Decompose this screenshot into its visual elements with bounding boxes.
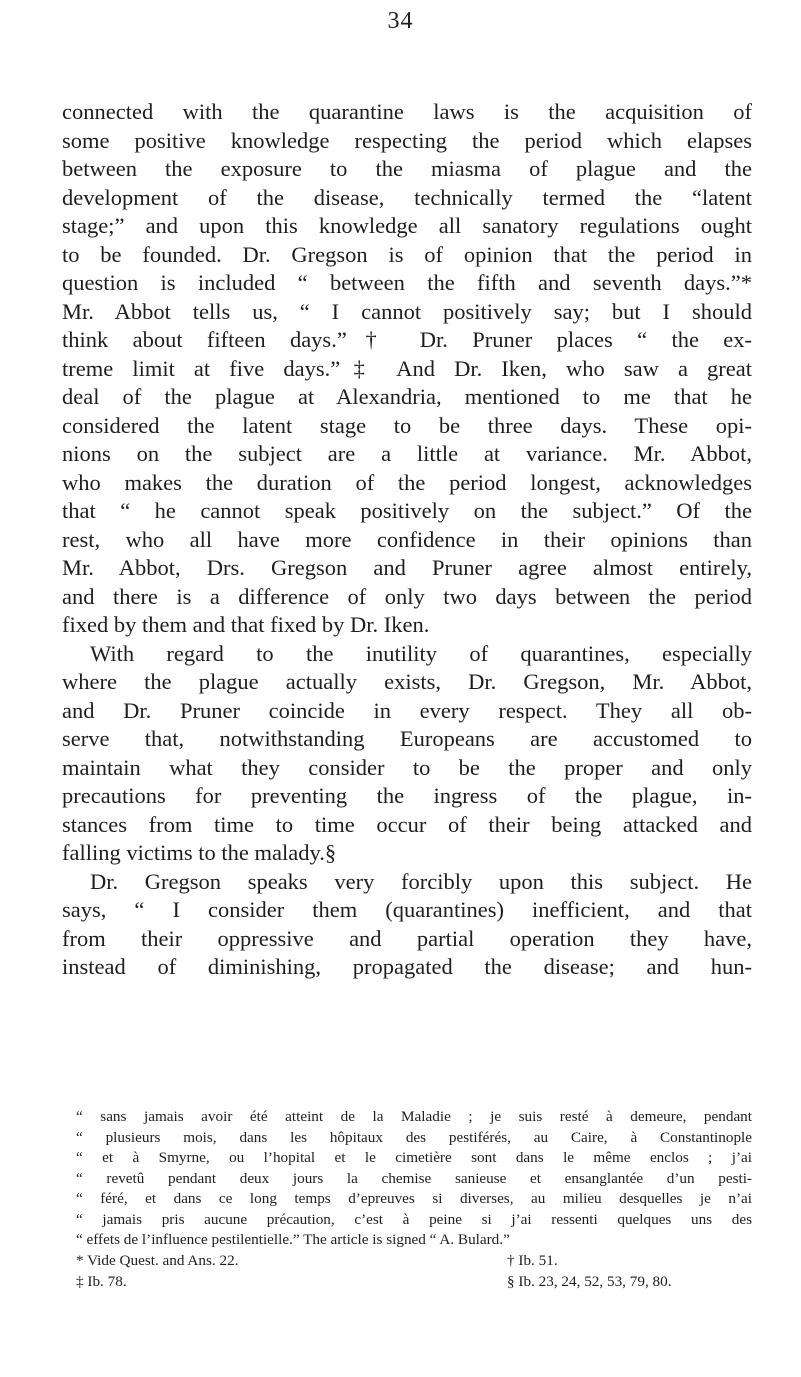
- reference-row: [62, 1251, 752, 1272]
- footnote-line: “ jamais pris aucune précaution, c’est à peine si j’ai ressenti quelques uns des: [76, 1210, 752, 1228]
- footnote-line: “ féré, et dans ce long temps d’epreuves si diverses, au milieu desquelles je n’ai: [76, 1190, 752, 1207]
- body-line: considered the latent stage to be three days. These opi-: [62, 412, 752, 438]
- footnote-line: “ revetû pendant deux jours la chemise sanieuse et ensanglantée d’un pesti-: [76, 1169, 752, 1187]
- body-line: between the exposure to the miasma of plague and the: [62, 156, 752, 181]
- body-line: from their oppressive and partial operation they have,: [62, 925, 752, 951]
- footnote-references: [62, 1251, 752, 1292]
- body-line: development of the disease, technically termed the “latent: [62, 184, 752, 210]
- body-line: who makes the duration of the period longest, acknowledges: [62, 469, 752, 495]
- body-line: says, “ I consider them (quarantines) inefficient, and that: [62, 897, 752, 922]
- footnote-reference: * Vide Quest. and Ans. 22.: [76, 1252, 239, 1269]
- footnote-line: “ sans jamais avoir été atteint de la Maladie ; je suis resté à demeure, pendant: [76, 1108, 752, 1125]
- body-text: [62, 98, 752, 982]
- footnote-reference: ‡ Ib. 78.: [76, 1272, 127, 1290]
- reference-row: [62, 1272, 752, 1293]
- body-line: maintain what they consider to be the proper and only: [62, 754, 752, 780]
- body-line: and there is a difference of only two days between the period: [62, 583, 752, 609]
- page-number: 34: [387, 8, 414, 34]
- body-line: nions on the subject are a little at variance. Mr. Abbot,: [62, 441, 752, 466]
- body-line: question is included “ between the fifth and seventh days.”*: [62, 270, 752, 295]
- paragraph-start-line: Dr. Gregson speaks very forcibly upon this subject. He: [90, 868, 752, 894]
- body-line: precautions for preventing the ingress of the plague, in-: [62, 783, 752, 808]
- body-line: treme limit at five days.”‡ And Dr. Iken, who saw a great: [62, 355, 752, 381]
- footnote-line: “ et à Smyrne, ou l’hopital et le cimetière sont dans le même enclos ; j’ai: [76, 1149, 752, 1166]
- body-line: to be founded. Dr. Gregson is of opinion that the period in: [62, 241, 752, 267]
- body-line: instead of diminishing, propagated the disease; and hun-: [62, 954, 752, 979]
- footnote-reference: † Ib. 51.: [507, 1252, 558, 1269]
- footnote-line: “ effets de l’influence pestilentielle.” The article is signed “ A. Bulard.”: [76, 1231, 510, 1248]
- body-line: falling victims to the malady.§: [62, 840, 337, 865]
- body-line: Mr. Abbot, Drs. Gregson and Pruner agree almost entirely,: [62, 555, 752, 580]
- footnote-quotation: [62, 1107, 752, 1251]
- footnote-reference: § Ib. 23, 24, 52, 53, 79, 80.: [507, 1272, 672, 1290]
- body-line: think about fifteen days.”† Dr. Pruner places “ the ex-: [62, 327, 752, 352]
- body-line: deal of the plague at Alexandria, mentioned to me that he: [62, 384, 752, 409]
- body-line: Mr. Abbot tells us, “ I cannot positively say; but I should: [62, 298, 752, 324]
- body-line: fixed by them and that fixed by Dr. Iken.: [62, 612, 430, 637]
- paragraph-start-line: With regard to the inutility of quarantines, especially: [90, 640, 752, 666]
- body-line: and Dr. Pruner coincide in every respect. They all ob-: [62, 697, 752, 723]
- footnote-line: “ plusieurs mois, dans les hôpitaux des pestiférés, au Caire, à Constantinople: [76, 1128, 752, 1146]
- body-line: that “ he cannot speak positively on the subject.” Of the: [62, 498, 752, 523]
- body-line: connected with the quarantine laws is the acquisition of: [62, 99, 752, 124]
- body-line: rest, who all have more confidence in their opinions than: [62, 526, 752, 552]
- body-line: some positive knowledge respecting the period which elapses: [62, 127, 752, 153]
- body-line: serve that, notwithstanding Europeans are accustomed to: [62, 726, 752, 751]
- body-line: stances from time to time occur of their being attacked and: [62, 811, 752, 837]
- body-line: stage;” and upon this knowledge all sanatory regulations ought: [62, 213, 752, 238]
- body-line: where the plague actually exists, Dr. Gregson, Mr. Abbot,: [62, 669, 752, 694]
